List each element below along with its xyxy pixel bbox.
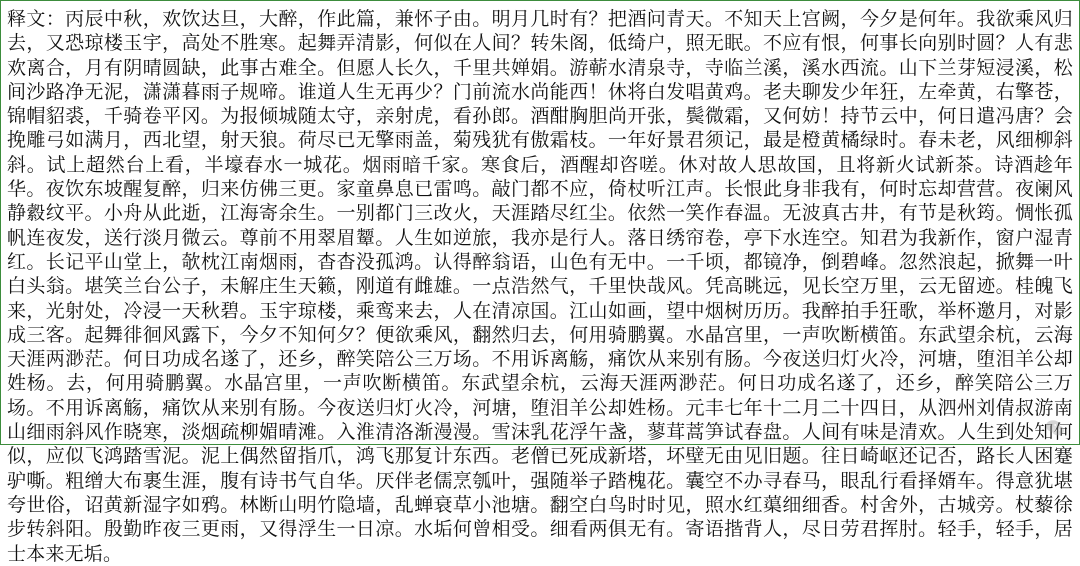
- watermark: [1045, 418, 1065, 438]
- poem-transcription: 释文：丙辰中秋，欢饮达旦，大醉，作此篇，兼怀子由。明月几时有？把酒问青天。不知天上宫阙，今夕是何年。我欲乘风归去，又恐琼楼玉宇，高处不胜寒。起舞弄清影，何似在人间？转朱阁，低绮户，照无眠。不应有恨，何事长向别时圆？人有悲欢离合，月有阴晴圆缺，此事古难全。但愿人长久，千里共婵娟。游蕲水清泉寺，寺临兰溪，溪水西流。山下兰芽短浸溪，松间沙路净无泥，潇潇暮雨子规啼。谁道人生无再少？门前流水尚能西！休将白发唱黄鸡。老夫聊发少年狂，左牵黄，右擎苍，锦帽貂裘，千骑卷平冈。为报倾城随太守，亲射虎，看孙郎。酒酣胸胆尚开张，鬓微霜，又何妨！持节云中，何日遣冯唐？会挽雕弓如满月，西北望，射天狼。荷尽已无擎雨盖，菊残犹有傲霜枝。一年好景君须记，最是橙黄橘绿时。春未老，风细柳斜斜。试上超然台上看，半壕春水一城花。烟雨暗千家。寒食后，酒醒却咨嗟。休对故人思故国，且将新火试新茶。诗酒趁年华。夜饮东坡醒复醉，归来仿佛三更。家童鼻息已雷鸣。敲门都不应，倚杖听江声。长恨此身非我有，何时忘却营营。夜阑风静縠纹平。小舟从此逝，江海寄余生。一别都门三改火，天涯踏尽红尘。依然一笑作春温。无波真古井，有节是秋筠。惆怅孤帆连夜发，送行淡月微云。尊前不用翠眉颦。人生如逆旅，我亦是行人。落日绣帘卷，亭下水连空。知君为我新作，窗户湿青红。长记平山堂上，欹枕江南烟雨，杳杳没孤鸿。认得醉翁语，山色有无中。一千顷，都镜净，倒碧峰。忽然浪起，掀舞一叶白头翁。堪笑兰台公子，未解庄生天籁，刚道有雌雄。一点浩然气，千里快哉风。凭高眺远，见长空万里，云无留迹。桂魄飞来，光射处，冷浸一天秋碧。玉宇琼楼，乘鸾来去，人在清凉国。江山如画，望中烟树历历。我醉拍手狂歌，举杯邀月，对影成三客。起舞徘徊风露下，今夕不知何夕？便欲乘风，翻然归去，何用骑鹏翼。水晶宫里，一声吹断横笛。东武望余杭，云海天涯两渺茫。何日功成名遂了，还乡，醉笑陪公三万场。不用诉离觞，痛饮从来别有肠。今夜送归灯火冷，河塘，堕泪羊公却姓杨。去，何用骑鹏翼。水晶宫里，一声吹断横笛。东武望余杭，云海天涯两渺茫。何日功成名遂了，还乡，醉笑陪公三万场。不用诉离觞，痛饮从来别有肠。今夜送归灯火冷，河塘，堕泪羊公却姓杨。元丰七年十二月二十四日，从泗州刘倩叔游南山细雨斜风作晓寒，淡烟疏柳媚晴滩。入淮清洛渐漫漫。雪沫乳花浮午盏，蓼茸蒿笋试春盘。人间有味是清欢。人生到处知何似，应似飞鸿踏雪泥。泥上偶然留指爪，鸿飞那复计东西。老僧已死成新塔，坏壁无由见旧题。往日崎岖还记否，路长人困蹇驴嘶。粗缯大布裹生涯，腹有诗书气自华。厌伴老儒烹瓠叶，强随举子踏槐花。囊空不办寻春马，眼乱行看择婿车。得意犹堪夸世俗，诏黄新湿字如鸦。林断山明竹隐墙，乱蝉衰草小池塘。翻空白鸟时时见，照水红蕖细细香。村舍外，古城旁。杖藜徐步转斜阳。殷勤昨夜三更雨，又得浮生一日凉。水垢何曾相受。细看两俱无有。寄语揩背人，尽日劳君挥肘。轻手，轻手，居士本来无垢。: [7, 8, 1073, 565]
- wechat-logo-icon: [1045, 418, 1065, 438]
